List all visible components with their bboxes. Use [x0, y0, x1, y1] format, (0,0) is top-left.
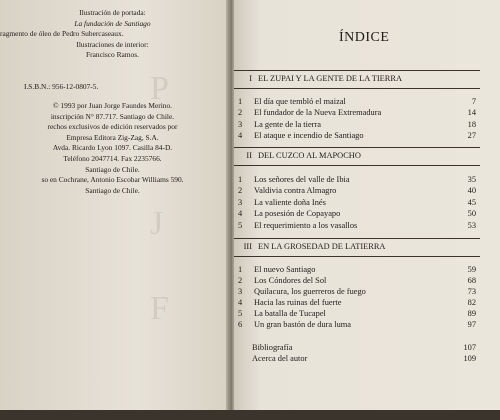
entry-number: 4 — [238, 209, 243, 218]
colophon-line: Santiago de Chile. — [85, 185, 140, 195]
entry-number: 3 — [238, 198, 243, 207]
entry-page: 45 — [467, 198, 476, 207]
entry-title: Hacia las ruinas del fuerte — [254, 298, 342, 307]
colophon-line: rechos exclusivos de edición reservados por — [47, 122, 178, 132]
colophon-line: La fundación de Santiago — [74, 18, 151, 28]
toc-entry — [234, 108, 480, 119]
entry-page: 7 — [471, 97, 476, 106]
entry-number: 4 — [238, 131, 243, 140]
entry-page: 89 — [467, 309, 476, 318]
entry-page: 68 — [467, 276, 476, 285]
colophon-line: © 1993 por Juan Jorge Faundes Merino. — [53, 101, 172, 110]
colophon-line: Ilustraciones de interior: — [76, 39, 149, 49]
entry-page: 73 — [467, 287, 476, 296]
entry-number: 1 — [238, 175, 243, 184]
page-bottom-edge — [0, 410, 500, 420]
entry-number: 2 — [238, 186, 243, 195]
left-page — [0, 0, 230, 420]
toc-entry — [234, 209, 480, 220]
show-through-text: P — [150, 70, 169, 107]
entry-number: 6 — [238, 320, 243, 329]
entry-number: 2 — [238, 108, 243, 117]
part-heading — [234, 242, 385, 251]
divider — [234, 88, 480, 89]
entry-page: 27 — [467, 131, 476, 140]
entry-page: 97 — [467, 320, 476, 329]
part-title: EN LA GROSEDAD DE LATIERRA — [258, 242, 386, 251]
toc-entry — [234, 276, 480, 287]
isbn-line: I.S.B.N.: 956-12-0807-5. — [24, 82, 99, 91]
colophon-line: Teléfono 2047714. Fax 2235766. — [63, 153, 162, 163]
part-heading — [234, 151, 361, 160]
show-through-text: F — [150, 290, 169, 327]
colophon-line: so en Cochrane, Antonio Escobar Williams 590. — [41, 175, 184, 184]
part-title: DEL CUZCO AL MAPOCHO — [258, 151, 361, 160]
part-heading — [234, 74, 402, 83]
part-title: EL ZUPAI Y LA GENTE DE LA TIERRA — [258, 74, 402, 83]
entry-page: 14 — [467, 108, 476, 117]
colophon-line: Empresa Editora Zig-Zag, S.A. — [66, 132, 159, 142]
printer-block — [0, 175, 225, 196]
entry-title: Los señores del valle de Ibia — [254, 175, 350, 184]
index-title: ÍNDICE — [339, 30, 390, 45]
entry-title: La gente de la tierra — [254, 120, 321, 129]
entry-title: Acerca del autor — [252, 354, 308, 363]
divider — [234, 256, 480, 257]
entry-title: Quilacura, los guerreros de fuego — [254, 287, 366, 296]
entry-number: 3 — [238, 287, 243, 296]
colophon-line: inscripción N° 87.717. Santiago de Chile. — [50, 111, 175, 121]
entry-page: 53 — [467, 221, 476, 230]
entry-title: La valiente doña Inés — [254, 198, 326, 207]
toc-entry — [234, 198, 480, 209]
entry-page: 35 — [467, 175, 476, 184]
entry-title: El nuevo Santiago — [254, 265, 316, 274]
entry-title: La batalla de Tucapel — [254, 309, 326, 318]
entry-page: 50 — [467, 209, 476, 218]
entry-title: Los Cóndores del Sol — [254, 276, 327, 285]
entry-title: El fundador de la Nueva Extremadura — [254, 108, 382, 117]
colophon-line: Ilustración de portada: — [79, 8, 146, 17]
divider — [234, 70, 480, 71]
entry-title: Un gran bastón de dura luma — [254, 320, 351, 329]
entry-page: 109 — [463, 354, 476, 363]
divider — [234, 165, 480, 166]
entry-title: El día que tembló el maizal — [254, 97, 346, 106]
entry-title: Valdivia contra Almagro — [254, 186, 337, 195]
show-through-text: J — [150, 205, 164, 242]
colophon-line: Avda. Ricardo Lyon 1097. Casilla 84-D. — [52, 143, 173, 153]
toc-entry — [234, 309, 480, 320]
part-number: I — [249, 74, 252, 83]
entry-page: 82 — [467, 298, 476, 307]
divider — [234, 238, 480, 239]
toc-entry — [234, 287, 480, 298]
toc-entry-bibliography — [234, 343, 480, 354]
toc-entry — [234, 120, 480, 131]
colophon-line: Santiago de Chile. — [85, 164, 140, 174]
cover-credits — [0, 8, 225, 61]
entry-page: 18 — [467, 120, 476, 129]
divider — [234, 147, 480, 148]
toc-entry — [234, 97, 480, 108]
entry-title: El requerimiento a los vasallos — [254, 221, 358, 230]
entry-number: 1 — [238, 97, 243, 106]
entry-page: 107 — [463, 343, 476, 352]
entry-title: Bibliografía — [252, 343, 293, 352]
toc-entry — [234, 265, 480, 276]
toc-entry — [234, 298, 480, 309]
entry-number: 1 — [238, 265, 243, 274]
entry-page: 40 — [467, 186, 476, 195]
entry-number: 5 — [238, 221, 243, 230]
toc-entry — [234, 131, 480, 142]
colophon-line: ragmento de óleo de Pedro Subercaseaux. — [0, 29, 124, 39]
entry-number: 5 — [238, 309, 243, 318]
entry-title: La posesión de Copayapo — [254, 209, 341, 218]
entry-title: El ataque e incendio de Santiago — [254, 131, 364, 140]
toc-entry-about-author — [234, 354, 480, 365]
part-number: III — [243, 242, 252, 251]
copyright-block — [0, 101, 225, 175]
entry-page: 59 — [467, 265, 476, 274]
entry-number: 2 — [238, 276, 243, 285]
colophon-line: Francisco Ramos. — [86, 50, 139, 60]
toc-entry — [234, 175, 480, 186]
part-number: II — [246, 151, 252, 160]
entry-number: 3 — [238, 120, 243, 129]
entry-number: 4 — [238, 298, 243, 307]
toc-entry — [234, 186, 480, 197]
toc-entry — [234, 320, 480, 331]
toc-entry — [234, 221, 480, 232]
